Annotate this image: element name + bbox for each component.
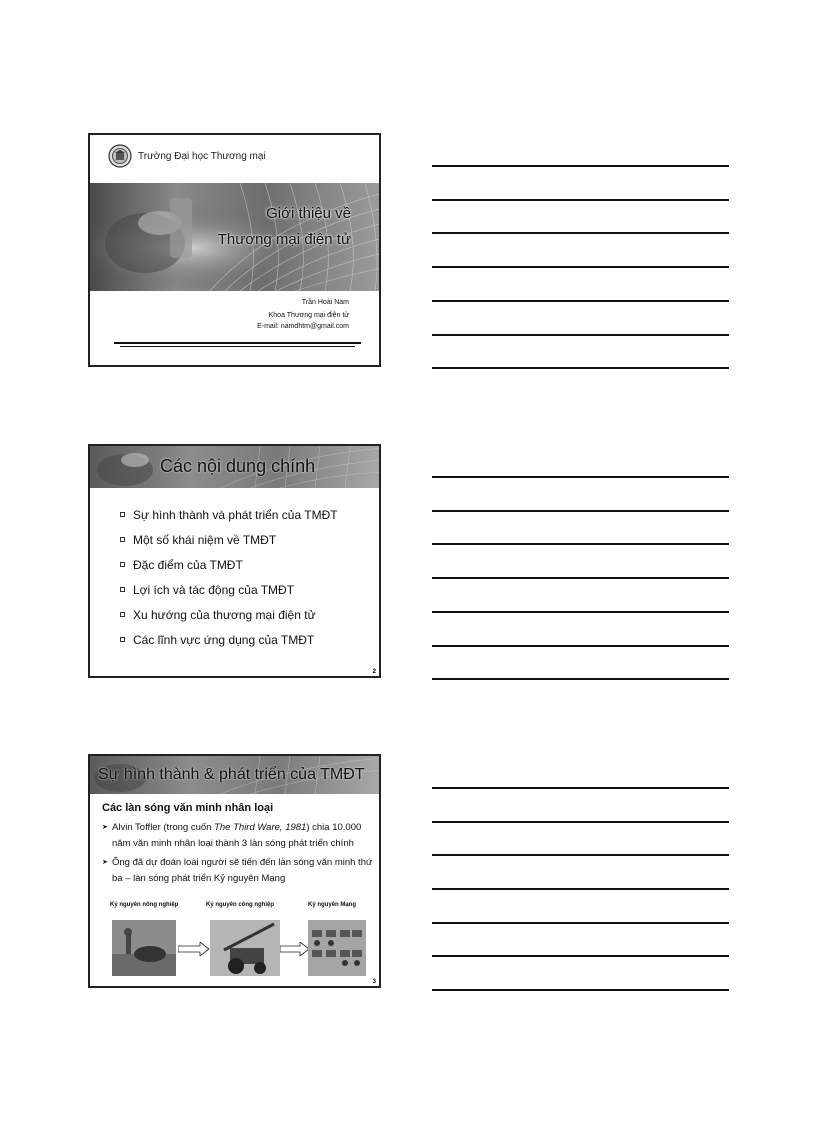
note-line [432, 232, 729, 234]
title-banner [90, 183, 379, 291]
note-line [432, 854, 729, 856]
slide-3-title: Sự hình thành & phát triển của TMĐT [98, 766, 365, 783]
note-line [432, 922, 729, 924]
list-item [120, 602, 338, 627]
note-line [432, 510, 729, 512]
note-line [432, 266, 729, 268]
list-item-text: Một số khái niệm về TMĐT [133, 532, 277, 547]
note-line [432, 543, 729, 545]
slide-2 [88, 444, 381, 678]
list-item-text: Xu hướng của thương mại điện tử [133, 607, 316, 622]
department-name: Khoa Thương mại điện tử [268, 312, 349, 319]
note-line [432, 955, 729, 957]
arrow-bullet-icon: ➤ [102, 859, 108, 866]
agriculture-photo [112, 920, 176, 976]
square-bullet-icon [120, 637, 125, 642]
square-bullet-icon [120, 512, 125, 517]
note-line [432, 199, 729, 201]
book-title: The Third Ware, 1981 [214, 822, 307, 833]
bullet-prediction [102, 855, 377, 887]
presentation-title-line-1: Giới thiệu về [266, 205, 351, 222]
list-item [120, 552, 338, 577]
note-line [432, 989, 729, 991]
era-label-agriculture: Kỷ nguyên nông nghiệp [110, 902, 179, 908]
list-item-text: Sự hình thành và phát triển của TMĐT [133, 507, 338, 522]
arrow-right-icon [280, 942, 310, 956]
presentation-title-line-2: Thương mại điện tử [217, 231, 351, 248]
arrow-right-icon [178, 942, 210, 956]
era-label-network: Kỷ nguyên Mạng [308, 902, 357, 908]
list-item-text: Lợi ích và tác động của TMĐT [133, 582, 295, 597]
divider-thin [120, 346, 355, 347]
square-bullet-icon [120, 612, 125, 617]
university-logo-icon [108, 144, 132, 168]
author-email: E-mail: namdhtm@gmail.com [257, 323, 349, 330]
note-line [432, 334, 729, 336]
divider-thick [114, 342, 361, 344]
list-item [120, 502, 338, 527]
university-name: Trường Đại học Thương mại [138, 151, 266, 162]
industry-photo [210, 920, 280, 976]
note-line [432, 678, 729, 680]
bullet-text: Ông đã dự đoán loài người sẽ tiến đến làn sóng văn minh thứ ba – làn sóng phát triển Kỷ nguyên Mạng [112, 857, 373, 884]
note-line [432, 888, 729, 890]
author-name: Trần Hoài Nam [301, 299, 349, 306]
note-line [432, 367, 729, 369]
square-bullet-icon [120, 587, 125, 592]
list-item [120, 527, 338, 552]
note-line [432, 165, 729, 167]
square-bullet-icon [120, 537, 125, 542]
network-era-photo [308, 920, 366, 976]
note-line [432, 611, 729, 613]
slide-3-header-banner [90, 756, 379, 794]
page-number: 3 [372, 979, 376, 985]
bullet-text [102, 820, 377, 852]
bullet-text-part: Alvin Toffler (trong cuốn [112, 822, 215, 833]
note-line [432, 300, 729, 302]
contents-list [120, 502, 338, 652]
note-line [432, 821, 729, 823]
arrow-bullet-icon: ➤ [102, 824, 108, 831]
note-line [432, 476, 729, 478]
note-line [432, 577, 729, 579]
square-bullet-icon [120, 562, 125, 567]
slide-1 [88, 133, 381, 367]
slide-3-subtitle: Các làn sóng văn minh nhân loại [102, 802, 274, 814]
slide-1-header [90, 135, 379, 183]
note-line [432, 787, 729, 789]
note-line [432, 645, 729, 647]
list-item [120, 577, 338, 602]
bullet-text-part: ) chia 10.000 năm văn minh nhân loại thành 3 làn sóng phát triển chính [112, 822, 362, 849]
era-label-industry: Kỷ nguyên công nghiệp [206, 902, 275, 908]
list-item [120, 627, 338, 652]
slide-2-header-banner [90, 446, 379, 488]
slide-3 [88, 754, 381, 988]
slide-2-title: Các nội dung chính [160, 456, 316, 476]
bullet-toffler [102, 820, 377, 852]
list-item-text: Các lĩnh vực ứng dụng của TMĐT [133, 632, 315, 647]
list-item-text: Đặc điểm của TMĐT [133, 557, 243, 572]
page-number: 2 [372, 669, 376, 675]
